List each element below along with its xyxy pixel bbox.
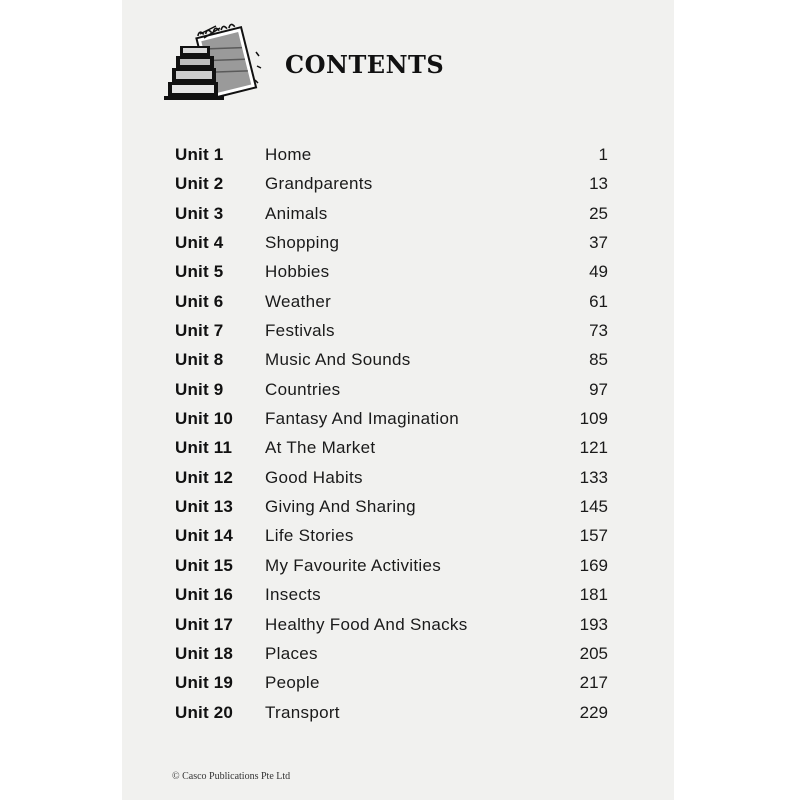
toc-row bbox=[0, 521, 800, 550]
unit-number: Unit 3 bbox=[175, 203, 224, 223]
unit-number: Unit 1 bbox=[175, 145, 224, 164]
unit-number: Unit 17 bbox=[175, 614, 234, 634]
table-of-contents bbox=[0, 140, 800, 727]
page-number: 109 bbox=[579, 409, 608, 429]
unit-number: Unit 5 bbox=[175, 262, 224, 282]
unit-title: Home bbox=[265, 145, 312, 164]
toc-row bbox=[0, 610, 800, 639]
unit-title: Places bbox=[265, 643, 318, 663]
unit-title: Transport bbox=[265, 702, 340, 722]
unit-number: Unit 18 bbox=[175, 643, 234, 663]
toc-row bbox=[0, 287, 800, 316]
unit-number: Unit 19 bbox=[175, 673, 234, 693]
toc-row bbox=[0, 698, 800, 727]
toc-row bbox=[0, 551, 800, 580]
unit-title: Countries bbox=[265, 379, 341, 399]
unit-title: My Favourite Activities bbox=[265, 555, 442, 575]
toc-row bbox=[0, 433, 800, 462]
toc-row bbox=[0, 140, 800, 169]
page-number: 13 bbox=[589, 174, 608, 194]
page-title: CONTENTS bbox=[285, 50, 445, 79]
page-number: 97 bbox=[589, 379, 608, 399]
toc-row bbox=[0, 668, 800, 697]
page-number: 133 bbox=[579, 467, 608, 487]
page-number: 1 bbox=[598, 145, 608, 164]
page-number: 145 bbox=[579, 497, 608, 517]
unit-title: Fantasy And Imagination bbox=[265, 409, 460, 429]
toc-row bbox=[0, 580, 800, 609]
page-number: 229 bbox=[579, 702, 608, 722]
page-number: 121 bbox=[579, 438, 608, 458]
unit-title: Life Stories bbox=[265, 526, 354, 546]
page-number: 73 bbox=[589, 321, 608, 341]
unit-title: Insects bbox=[265, 585, 321, 605]
unit-title: Festivals bbox=[265, 321, 335, 341]
toc-row bbox=[0, 228, 800, 257]
toc-row bbox=[0, 199, 800, 228]
toc-row bbox=[0, 316, 800, 345]
unit-title: At The Market bbox=[265, 438, 376, 458]
unit-number: Unit 6 bbox=[175, 291, 224, 311]
unit-title: Music And Sounds bbox=[265, 350, 411, 370]
toc-row bbox=[0, 345, 800, 374]
unit-number: Unit 14 bbox=[175, 526, 234, 546]
books-and-papers-icon bbox=[160, 22, 264, 102]
page-number: 37 bbox=[589, 233, 608, 253]
toc-row bbox=[0, 257, 800, 286]
unit-number: Unit 11 bbox=[175, 438, 233, 458]
toc-row bbox=[0, 404, 800, 433]
toc-row bbox=[0, 375, 800, 404]
unit-title: Shopping bbox=[265, 233, 340, 253]
page-number: 61 bbox=[589, 291, 608, 311]
unit-number: Unit 9 bbox=[175, 379, 224, 399]
page-number: 25 bbox=[589, 203, 608, 223]
page-number: 217 bbox=[579, 673, 608, 693]
page-number: 157 bbox=[579, 526, 608, 546]
unit-number: Unit 2 bbox=[175, 174, 224, 194]
unit-number: Unit 10 bbox=[175, 409, 234, 429]
unit-title: Animals bbox=[265, 203, 328, 223]
page-number: 181 bbox=[579, 585, 608, 605]
unit-number: Unit 16 bbox=[175, 585, 234, 605]
copyright-notice: © Casco Publications Pte Ltd bbox=[172, 771, 291, 782]
unit-number: Unit 13 bbox=[175, 497, 234, 517]
unit-number: Unit 4 bbox=[175, 233, 224, 253]
page-number: 169 bbox=[579, 555, 608, 575]
unit-title: Healthy Food And Snacks bbox=[265, 614, 468, 634]
page-number: 193 bbox=[579, 614, 608, 634]
unit-number: Unit 12 bbox=[175, 467, 234, 487]
unit-number: Unit 20 bbox=[175, 702, 234, 722]
unit-title: People bbox=[265, 673, 320, 693]
page-number: 85 bbox=[589, 350, 608, 370]
unit-number: Unit 15 bbox=[175, 555, 234, 575]
unit-number: Unit 8 bbox=[175, 350, 224, 370]
page-number: 205 bbox=[579, 643, 608, 663]
toc-row bbox=[0, 463, 800, 492]
unit-title: Good Habits bbox=[265, 467, 363, 487]
unit-number: Unit 7 bbox=[175, 321, 224, 341]
toc-row bbox=[0, 169, 800, 198]
unit-title: Hobbies bbox=[265, 262, 330, 282]
page-number: 49 bbox=[589, 262, 608, 282]
unit-title: Grandparents bbox=[265, 174, 373, 194]
toc-row bbox=[0, 639, 800, 668]
unit-title: Weather bbox=[265, 291, 332, 311]
unit-title: Giving And Sharing bbox=[265, 497, 416, 517]
toc-row bbox=[0, 492, 800, 521]
